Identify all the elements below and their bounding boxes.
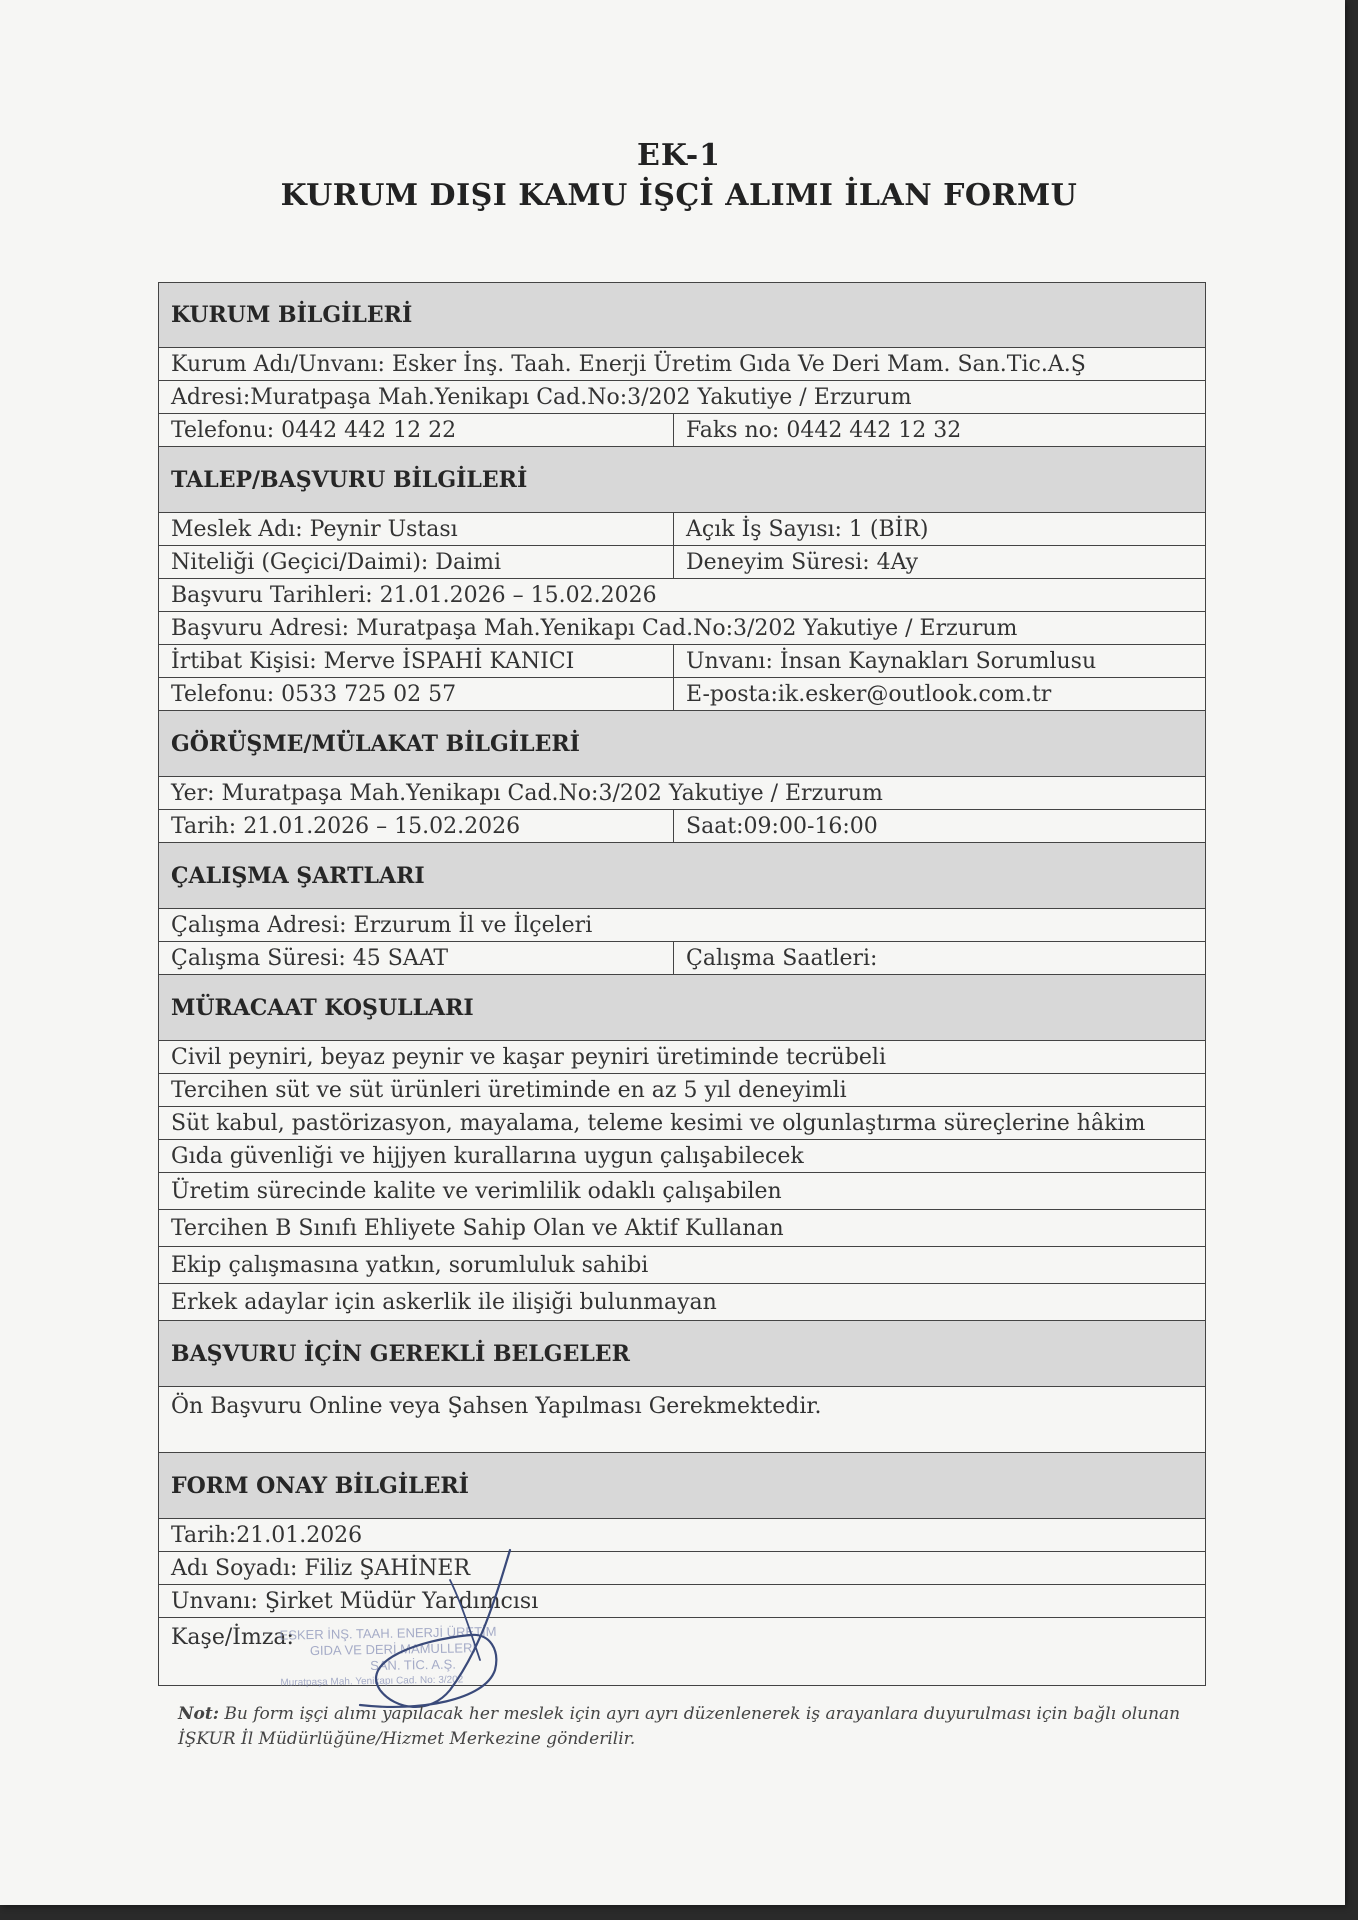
row-kurum-telefon xyxy=(158,414,1206,447)
footer-note xyxy=(178,1702,1208,1752)
note-label: Not: xyxy=(178,1704,220,1724)
gorusme-tarih: Tarih: 21.01.2026 – 15.02.2026 xyxy=(159,810,674,842)
list-item xyxy=(158,1074,1206,1107)
muracaat-item: Erkek adaylar için askerlik ile ilişiği bulunmayan xyxy=(171,1290,717,1315)
section-talep-heading: TALEP/BAŞVURU BİLGİLERİ xyxy=(158,447,1206,513)
row-irtibat xyxy=(158,645,1206,678)
row-kurum-adi xyxy=(158,348,1206,381)
row-basvuru-adresi xyxy=(158,612,1206,645)
row-kurum-adres xyxy=(158,381,1206,414)
basvuru-adresi: Başvuru Adresi: Muratpaşa Mah.Yenikapı Cad.No:3/202 Yakutiye / Erzurum xyxy=(171,616,1018,641)
row-nitelik xyxy=(158,546,1206,579)
gorusme-saat: Saat:09:00-16:00 xyxy=(686,814,878,839)
irtibat-eposta[interactable]: E-posta:ik.esker@outlook.com.tr xyxy=(686,682,1052,707)
row-iletisim xyxy=(158,678,1206,711)
section-calisma-heading: ÇALIŞMA ŞARTLARI xyxy=(158,843,1206,909)
acik-is-sayisi: Açık İş Sayısı: 1 (BİR) xyxy=(686,517,929,542)
note-text: Bu form işçi alımı yapılacak her meslek için ayrı ayrı düzenlenerek iş arayanlara duyurulması için bağlı olunan İŞKUR İl Müdürlüğüne/Hizmet Merkezine gönderilir. xyxy=(178,1704,1181,1749)
nitelik: Niteliği (Geçici/Daimi): Daimi xyxy=(159,546,674,578)
stamp-line: Muratpaşa Mah. Yenikapı Cad. No: 3/202 xyxy=(280,1674,464,1689)
irtibat-kisisi: İrtibat Kişisi: Merve İSPAHİ KANICI xyxy=(159,645,674,677)
muracaat-item: Süt kabul, pastörizasyon, mayalama, teleme kesimi ve olgunlaştırma süreçlerine hâkim xyxy=(171,1111,1146,1136)
basvuru-tarihleri: Başvuru Tarihleri: 21.01.2026 – 15.02.2026 xyxy=(171,583,657,608)
kase-imza-label: Kaşe/İmza: xyxy=(171,1625,294,1650)
kurum-adi: Kurum Adı/Unvanı: Esker İnş. Taah. Enerji Üretim Gıda Ve Deri Mam. San.Tic.A.Ş xyxy=(171,352,1086,377)
row-gorusme-tarih xyxy=(158,810,1206,843)
deneyim-suresi: Deneyim Süresi: 4Ay xyxy=(686,550,919,575)
list-item xyxy=(158,1041,1206,1074)
stamp-line: SAN. TİC. A.Ş. xyxy=(370,1656,456,1674)
calisma-adresi: Çalışma Adresi: Erzurum İl ve İlçeleri xyxy=(171,913,593,938)
calisma-suresi: Çalışma Süresi: 45 SAAT xyxy=(159,942,674,974)
muracaat-item: Üretim sürecinde kalite ve verimlilik odaklı çalışabilen xyxy=(171,1179,782,1204)
list-item xyxy=(158,1247,1206,1284)
form-table xyxy=(158,282,1206,1686)
section-belgeler-heading: BAŞVURU İÇİN GEREKLİ BELGELER xyxy=(158,1321,1206,1387)
irtibat-unvani: Unvanı: İnsan Kaynakları Sorumlusu xyxy=(686,649,1097,674)
muracaat-item: Civil peyniri, beyaz peynir ve kaşar peyniri üretiminde tecrübeli xyxy=(171,1045,886,1070)
section-kurum-heading: KURUM BİLGİLERİ xyxy=(158,282,1206,348)
stamp-line: GIDA VE DERİ MAMULLERİ xyxy=(309,1640,477,1659)
irtibat-telefon: Telefonu: 0533 725 02 57 xyxy=(159,678,674,710)
muracaat-item: Tercihen B Sınıfı Ehliyete Sahip Olan ve Aktif Kullanan xyxy=(171,1216,784,1241)
belgeler-text: Ön Başvuru Online veya Şahsen Yapılması Gerekmektedir. xyxy=(171,1394,822,1419)
list-item xyxy=(158,1210,1206,1247)
onay-unvani: Unvanı: Şirket Müdür Yardımcısı xyxy=(171,1589,539,1614)
kurum-adres: Adresi:Muratpaşa Mah.Yenikapı Cad.No:3/202 Yakutiye / Erzurum xyxy=(171,385,912,410)
muracaat-item: Tercihen süt ve süt ürünleri üretiminde en az 5 yıl deneyimli xyxy=(171,1078,847,1103)
form-title: KURUM DIŞI KAMU İŞÇİ ALIMI İLAN FORMU xyxy=(280,178,1078,213)
onay-tarih: Tarih:21.01.2026 xyxy=(171,1523,363,1548)
row-calisma-adres xyxy=(158,909,1206,942)
meslek-adi: Meslek Adı: Peynir Ustası xyxy=(159,513,674,545)
muracaat-item: Ekip çalışmasına yatkın, sorumluluk sahibi xyxy=(171,1253,649,1278)
onay-adi-soyadi: Adı Soyadı: Filiz ŞAHİNER xyxy=(171,1556,471,1581)
kurum-faks: Faks no: 0442 442 12 32 xyxy=(686,418,962,443)
calisma-saatleri: Çalışma Saatleri: xyxy=(686,946,878,971)
row-calisma-sure xyxy=(158,942,1206,975)
stamp-line: ESKER İNŞ. TAAH. ENERJİ ÜRETİM xyxy=(279,1623,497,1643)
row-gorusme-yer xyxy=(158,777,1206,810)
signature-icon xyxy=(300,1540,560,1720)
section-gorusme-heading: GÖRÜŞME/MÜLAKAT BİLGİLERİ xyxy=(158,711,1206,777)
gorusme-yer: Yer: Muratpaşa Mah.Yenikapı Cad.No:3/202 Yakutiye / Erzurum xyxy=(171,781,883,806)
list-item xyxy=(158,1107,1206,1140)
annex-label: EK-1 xyxy=(636,138,722,173)
list-item xyxy=(158,1173,1206,1210)
row-meslek xyxy=(158,513,1206,546)
section-onay-heading: FORM ONAY BİLGİLERİ xyxy=(158,1453,1206,1519)
row-belgeler xyxy=(158,1387,1206,1453)
section-muracaat-heading: MÜRACAAT KOŞULLARI xyxy=(158,975,1206,1041)
list-item xyxy=(158,1284,1206,1321)
muracaat-item: Gıda güvenliği ve hijjyen kurallarına uygun çalışabilecek xyxy=(171,1144,804,1169)
list-item xyxy=(158,1140,1206,1173)
kurum-telefon: Telefonu: 0442 442 12 22 xyxy=(159,414,674,446)
row-basvuru-tarihleri xyxy=(158,579,1206,612)
